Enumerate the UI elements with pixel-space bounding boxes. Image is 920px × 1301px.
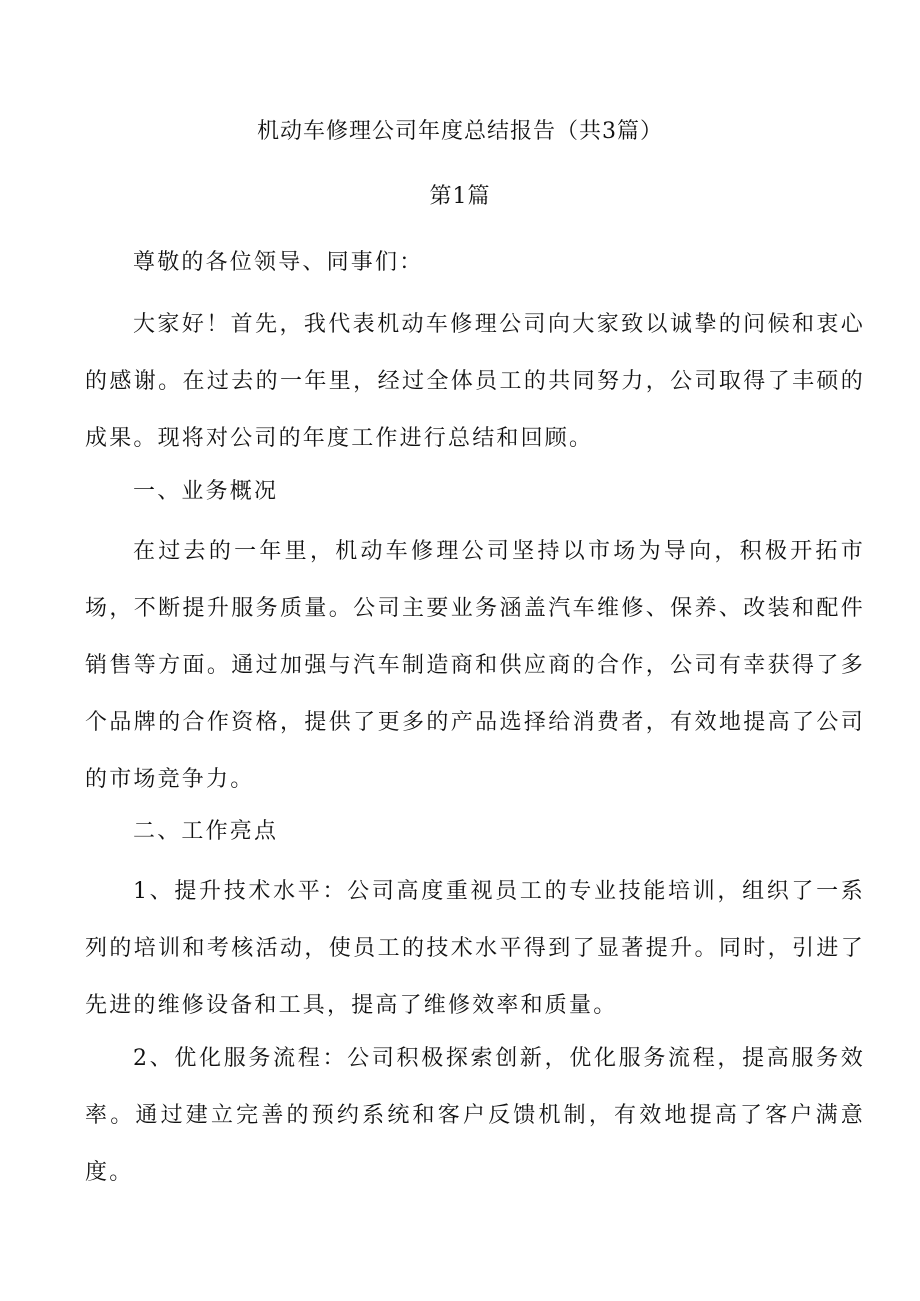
part-label: 第1篇 (429, 184, 491, 209)
business-overview-paragraph: 在过去的一年里，机动车修理公司坚持以市场为导向，积极开拓市场，不断提升服务质量。公司主要业务涵盖汽车维修、保养、改装和配件销售等方面。通过加强与汽车制造商和供应商的合作，公司有幸获得了多个品牌的合作资格，提供了更多的产品选择给消费者，有效地提高了公司的市场竞争力。 (85, 539, 865, 792)
highlight-service-process-paragraph: 2、优化服务流程：公司积极探索创新，优化服务流程，提高服务效率。通过建立完善的预约系统和客户反馈机制，有效地提高了客户满意度。 (85, 1046, 865, 1185)
document-title: 机动车修理公司年度总结报告（共3篇） (257, 119, 663, 144)
intro-paragraph: 大家好！首先，我代表机动车修理公司向大家致以诚挚的问候和衷心的感谢。在过去的一年里，经过全体员工的共同努力，公司取得了丰硕的成果。现将对公司的年度工作进行总结和回顾。 (85, 312, 865, 451)
highlight-technical-level-paragraph: 1、提升技术水平：公司高度重视员工的专业技能培训，组织了一系列的培训和考核活动，使员工的技术水平得到了显著提升。同时，引进了先进的维修设备和工具，提高了维修效率和质量。 (85, 879, 865, 1018)
section-heading-work-highlights: 二、工作亮点 (133, 819, 279, 844)
greeting-paragraph: 尊敬的各位领导、同事们： (133, 250, 424, 275)
section-heading-business-overview: 一、业务概况 (133, 479, 279, 504)
